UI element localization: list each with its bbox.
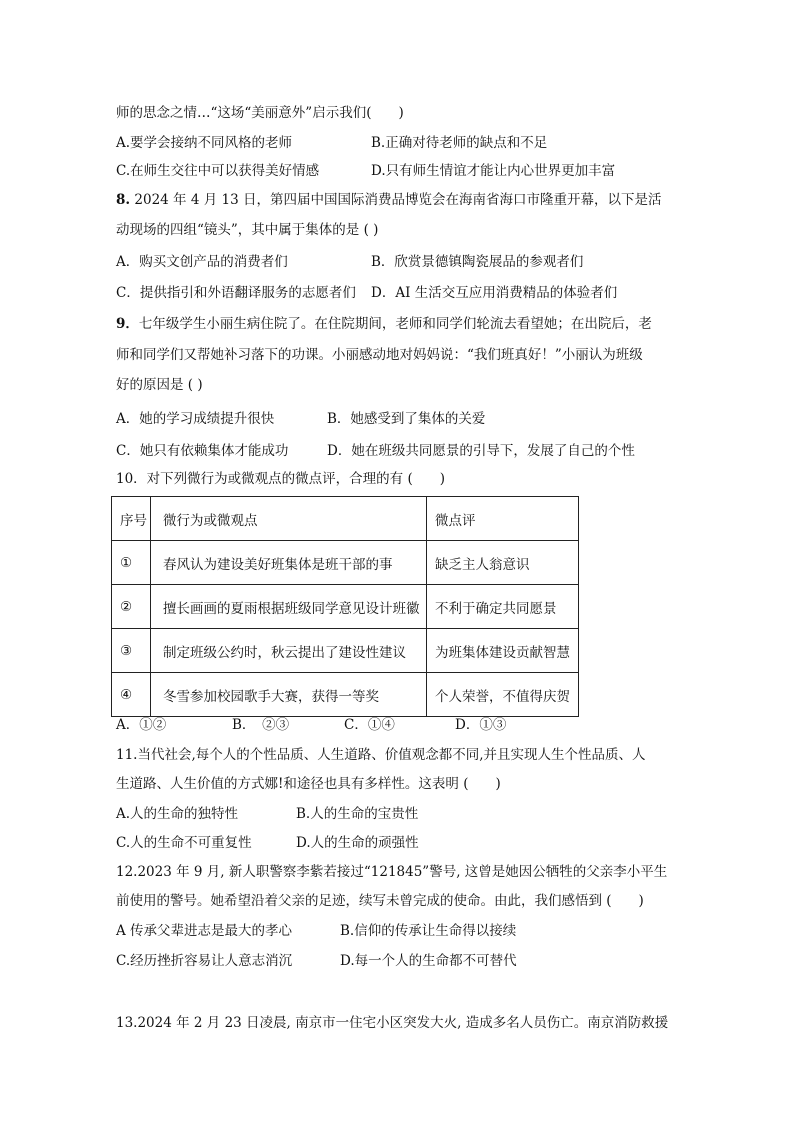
table-header-cell: 微点评 bbox=[427, 497, 579, 541]
q8-option-b: B．欣赏景德镇陶瓷展品的参观者们 bbox=[371, 254, 584, 270]
q10-table bbox=[111, 496, 579, 717]
q13-line-1: 13.2024 年 2 月 23 日凌晨, 南京市一住宅小区突发大火, 造成多名人员伤亡。南京消防救援 bbox=[116, 1015, 669, 1031]
q11-option-b: B.人的生命的宝贵性 bbox=[296, 806, 419, 822]
q12-option-d: D.每一个人的生命都不可替代 bbox=[340, 953, 517, 969]
q11-option-a: A.人的生命的独特性 bbox=[116, 806, 239, 822]
q9-option-a: A．她的学习成绩提升很快 bbox=[116, 411, 275, 427]
table-row bbox=[112, 673, 579, 717]
q9-option-b: B．她感受到了集体的关爱 bbox=[327, 411, 486, 427]
table-cell-comment: 为班集体建设贡献智慧 bbox=[427, 629, 579, 673]
table-row bbox=[112, 585, 579, 629]
q12-option-b: B.信仰的传承让生命得以接续 bbox=[340, 923, 517, 939]
q10-stem: 10．对下列微行为或微观点的微点评，合理的有 ( ) bbox=[116, 471, 446, 487]
q8-line-2: 动现场的四组“镜头”，其中属于集体的是 ( ) bbox=[116, 222, 379, 238]
q12-line-2: 前使用的警号。她希望沿着父亲的足迹，续写未曾完成的使命。由此，我们感悟到 ( ) bbox=[116, 893, 644, 909]
table-cell-number: ① bbox=[112, 541, 151, 585]
q8-line-1-text: 2024 年 4 月 13 日，第四届中国国际消费品博览会在海南省海口市隆重开幕，以下是活 bbox=[134, 192, 662, 208]
q9-line-1 bbox=[116, 314, 652, 334]
table-cell-comment: 不利于确定共同愿景 bbox=[427, 585, 579, 629]
q7-option-d: D.只有师生情谊才能让内心世界更加丰富 bbox=[371, 163, 616, 179]
table-cell-comment: 缺乏主人翁意识 bbox=[427, 541, 579, 585]
q8-number: 8. bbox=[116, 192, 131, 208]
q11-option-c: C.人的生命不可重复性 bbox=[116, 835, 252, 851]
table-cell-number: ② bbox=[112, 585, 151, 629]
table-cell-comment: 个人荣誉，不值得庆贺 bbox=[427, 673, 579, 717]
q8-option-d: D．AI 生活交互应用消费精品的体验者们 bbox=[371, 285, 618, 301]
q9-number: 9． bbox=[116, 316, 139, 332]
table-cell-number: ③ bbox=[112, 629, 151, 673]
table-row bbox=[112, 541, 579, 585]
table-cell-behavior: 春风认为建设美好班集体是班干部的事 bbox=[151, 541, 427, 585]
q7-continuation: 师的思念之情…“这场“美丽意外”启示我们( ) bbox=[116, 105, 404, 121]
q10-option-c: C．①④ bbox=[344, 717, 395, 733]
q11-line-2: 生道路、人生价值的方式娜!和途径也具有多样性。这表明 ( ) bbox=[116, 776, 501, 792]
q9-line-1-text: 七年级学生小丽生病住院了。在住院期间，老师和同学们轮流去看望她；在出院后，老 bbox=[138, 316, 652, 332]
q12-line-1: 12.2023 年 9 月, 新人职警察李紫若接过“121845”警号, 这曾是她因公牺牲的父亲李小平生 bbox=[116, 864, 668, 880]
table-header-cell: 微行为或微观点 bbox=[151, 497, 427, 541]
q9-line-2: 师和同学们又帮她补习落下的功课。小丽感动地对妈妈说：“我们班真好！”小丽认为班级 bbox=[116, 347, 643, 363]
table-cell-behavior: 冬雪参加校园歌手大赛，获得一等奖 bbox=[151, 673, 427, 717]
table-row bbox=[112, 629, 579, 673]
table-header-cell: 序号 bbox=[112, 497, 151, 541]
q10-option-a: A．①② bbox=[116, 717, 167, 733]
q9-line-3: 好的原因是 ( ) bbox=[116, 377, 203, 393]
q11-line-1: 11.当代社会,每个人的个性品质、人生道路、价值观念都不同,并且实现人生个性品质、人 bbox=[116, 747, 646, 763]
q12-option-a: A 传承父辈进志是最大的孝心 bbox=[116, 923, 293, 939]
q11-option-d: D.人的生命的顽强性 bbox=[296, 835, 419, 851]
q8-option-c: C．提供指引和外语翻译服务的志愿者们 bbox=[116, 285, 356, 301]
table-header-row bbox=[112, 497, 579, 541]
table-cell-behavior: 制定班级公约时，秋云提出了建设性建议 bbox=[151, 629, 427, 673]
q7-option-c: C.在师生交往中可以获得美好情感 bbox=[116, 163, 320, 179]
table-cell-number: ④ bbox=[112, 673, 151, 717]
q7-option-b: B.正确对待老师的缺点和不足 bbox=[371, 135, 548, 151]
q12-option-c: C.经历挫折容易让人意志消沉 bbox=[116, 953, 293, 969]
q7-option-a: A.要学会接纳不同风格的老师 bbox=[116, 135, 293, 151]
q9-option-c: C．她只有依赖集体才能成功 bbox=[116, 443, 289, 459]
q9-option-d: D．她在班级共同愿景的引导下，发展了自己的个性 bbox=[327, 443, 635, 459]
q8-line-1 bbox=[116, 190, 661, 210]
q8-option-a: A．购买文创产品的消费者们 bbox=[116, 254, 288, 270]
q10-option-b: B． ②③ bbox=[232, 717, 290, 733]
q10-option-d: D．①③ bbox=[455, 717, 507, 733]
table-cell-behavior: 擅长画画的夏雨根据班级同学意见设计班徽 bbox=[151, 585, 427, 629]
